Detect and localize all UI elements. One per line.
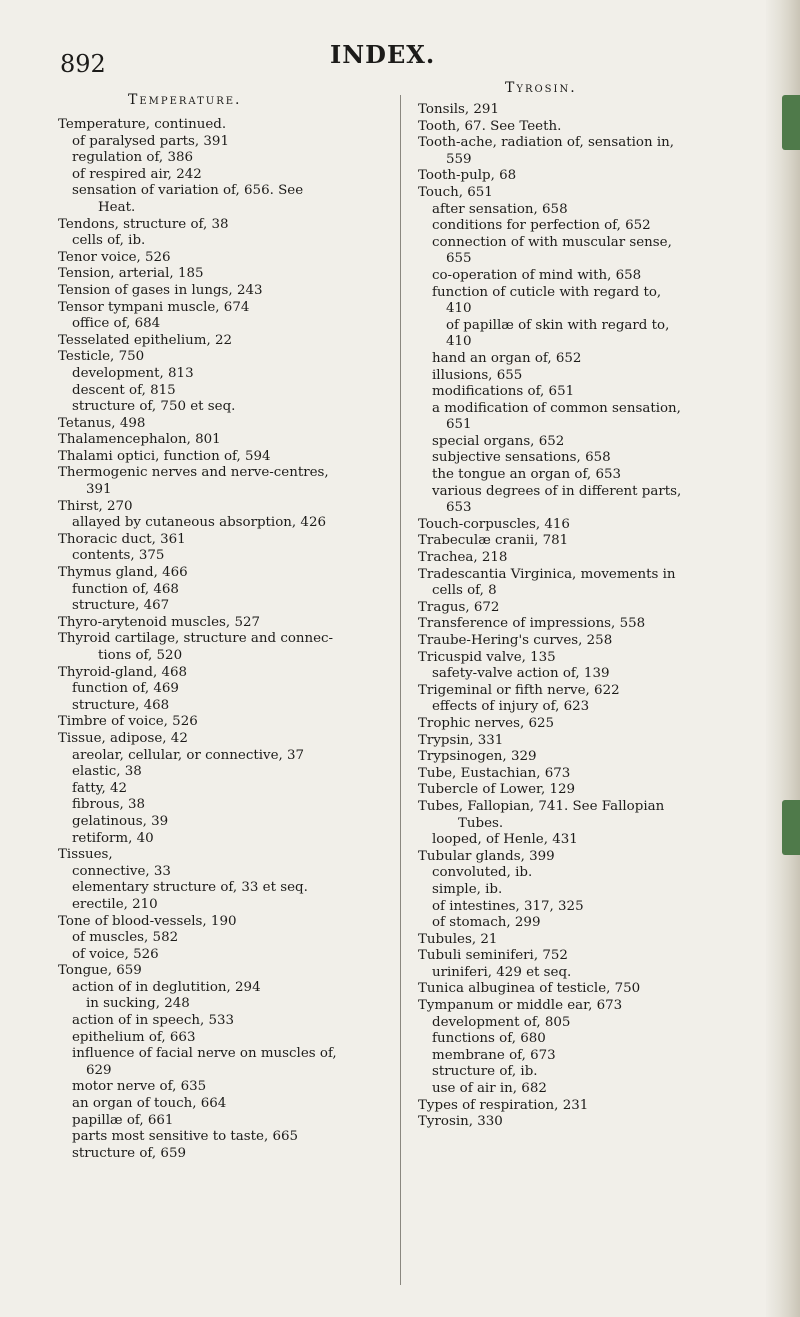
index-entry: action of in deglutition, 294 — [72, 979, 261, 995]
index-entry: structure, 468 — [72, 697, 170, 713]
index-entry: connective, 33 — [72, 863, 171, 879]
index-entry: Tendons, structure of, 38 — [58, 216, 229, 232]
index-entry: gelatinous, 39 — [72, 813, 169, 829]
index-entry: 410 — [446, 301, 472, 317]
index-entry: Types of respiration, 231 — [418, 1097, 589, 1113]
index-entry: an organ of touch, 664 — [72, 1096, 227, 1112]
index-entry: of papillæ of skin with regard to, — [446, 317, 670, 333]
column-divider — [400, 95, 401, 1285]
index-entry: parts most sensitive to taste, 665 — [72, 1129, 299, 1145]
index-entry: Tensor tympani muscle, 674 — [58, 299, 250, 315]
index-entry: Trachea, 218 — [418, 550, 508, 566]
index-entry: Tube, Eustachian, 673 — [418, 765, 571, 781]
index-entry: functions of, 680 — [432, 1031, 546, 1047]
index-entry: Tension of gases in lungs, 243 — [58, 282, 263, 298]
index-entry: function of, 468 — [72, 581, 179, 597]
index-entry: uriniferi, 429 et seq. — [432, 964, 572, 980]
right-column-index — [418, 102, 681, 1131]
index-entry: allayed by cutaneous absorption, 426 — [72, 515, 326, 531]
index-entry: Tissue, adipose, 42 — [58, 730, 188, 746]
index-entry: use of air in, 682 — [432, 1081, 547, 1097]
page-edge — [766, 0, 800, 1317]
index-entry: Thermogenic nerves and nerve-centres, — [58, 465, 329, 481]
index-entry: Tragus, 672 — [418, 599, 500, 615]
index-entry: Tenor voice, 526 — [58, 249, 171, 265]
left-column-heading: Temperature. — [128, 92, 242, 108]
index-entry: in sucking, 248 — [86, 996, 190, 1012]
index-entry: Tongue, 659 — [58, 963, 142, 979]
index-entry: Thyro-arytenoid muscles, 527 — [58, 614, 261, 630]
page-number: 892 — [60, 50, 106, 78]
index-entry: looped, of Henle, 431 — [432, 832, 578, 848]
index-entry: Tooth-pulp, 68 — [418, 168, 517, 184]
index-entry: descent of, 815 — [72, 382, 176, 398]
index-entry: conditions for perfection of, 652 — [432, 218, 651, 234]
index-entry: development of, 805 — [432, 1014, 571, 1030]
index-entry: tions of, 520 — [98, 648, 183, 663]
index-entry: structure of, 659 — [72, 1145, 186, 1161]
index-entry: various degrees of in different parts, — [432, 483, 682, 499]
index-entry: Thirst, 270 — [58, 498, 133, 514]
index-entry: Thymus gland, 466 — [58, 565, 188, 581]
index-entry: Tubes. — [458, 815, 504, 831]
index-entry: regulation of, 386 — [72, 150, 194, 166]
index-entry: action of in speech, 533 — [72, 1013, 235, 1029]
index-entry: Tissues, — [58, 847, 113, 863]
index-entry: Testicle, 750 — [58, 349, 145, 365]
right-column-heading: Tyrosin. — [505, 80, 577, 96]
index-entry: special organs, 652 — [432, 433, 565, 449]
index-entry: 651 — [446, 417, 472, 433]
index-entry: Tesselated epithelium, 22 — [58, 332, 233, 348]
index-entry: Trypsin, 331 — [418, 732, 504, 748]
index-entry: illusions, 655 — [432, 367, 523, 383]
index-entry: development, 813 — [72, 365, 194, 381]
index-entry: Tubes, Fallopian, 741. See Fallopian — [418, 798, 665, 814]
index-entry: elementary structure of, 33 et seq. — [72, 880, 308, 896]
index-entry: structure of, 750 et seq. — [72, 399, 236, 415]
index-entry: 653 — [446, 500, 472, 516]
index-entry: of muscles, 582 — [72, 930, 179, 946]
index-entry: Thyroid cartilage, structure and connec- — [58, 631, 334, 647]
index-entry: structure of, ib. — [432, 1064, 538, 1080]
index-entry: cells of, ib. — [72, 233, 146, 249]
index-entry: Tricuspid valve, 135 — [418, 649, 556, 665]
index-entry: sensation of variation of, 656. See — [72, 183, 304, 199]
index-entry: erectile, 210 — [72, 896, 158, 912]
index-entry: Tubular glands, 399 — [418, 848, 555, 864]
index-entry: Tubercle of Lower, 129 — [418, 782, 576, 798]
index-entry: Traube-Hering's curves, 258 — [418, 633, 613, 648]
index-entry: Tetanus, 498 — [58, 415, 146, 431]
index-entry: function of cuticle with regard to, — [432, 284, 662, 300]
index-entry: Touch-corpuscles, 416 — [418, 516, 570, 532]
index-entry: of respired air, 242 — [72, 166, 202, 182]
index-entry: Tradescantia Virginica, movements in — [418, 566, 676, 582]
index-entry: Temperature, continued. — [58, 117, 227, 132]
edge-tab-upper — [782, 95, 800, 150]
index-entry: Trigeminal or fifth nerve, 622 — [418, 682, 620, 698]
index-entry: Transference of impressions, 558 — [418, 616, 646, 632]
index-entry: Trabeculæ cranii, 781 — [418, 533, 569, 549]
index-entry: co-operation of mind with, 658 — [432, 267, 642, 283]
index-entry: Timbre of voice, 526 — [58, 714, 198, 730]
index-entry: Tooth, 67. See Teeth. — [418, 118, 562, 134]
index-entry: modifications of, 651 — [432, 384, 575, 400]
index-entry: office of, 684 — [72, 316, 161, 332]
index-entry: Thalamencephalon, 801 — [58, 432, 221, 448]
index-entry: Tooth-ache, radiation of, sensation in, — [418, 135, 675, 151]
index-entry: Trophic nerves, 625 — [418, 715, 555, 731]
index-entry: Tympanum or middle ear, 673 — [418, 998, 623, 1014]
index-entry: Tubules, 21 — [418, 931, 498, 947]
index-entry: areolar, cellular, or connective, 37 — [72, 747, 305, 763]
index-entry: Tension, arterial, 185 — [58, 266, 204, 282]
index-entry: membrane of, 673 — [432, 1047, 556, 1063]
index-entry: 629 — [86, 1062, 112, 1078]
index-entry: 655 — [446, 251, 472, 267]
index-entry: 559 — [446, 151, 472, 167]
index-entry: of stomach, 299 — [432, 915, 541, 931]
index-entry: Heat. — [98, 199, 136, 215]
index-entry: cells of, 8 — [432, 583, 497, 599]
index-entry: simple, ib. — [432, 881, 503, 897]
index-entry: hand an organ of, 652 — [432, 350, 582, 366]
index-entry: Tone of blood-vessels, 190 — [58, 913, 237, 929]
index-entry: Tubuli seminiferi, 752 — [418, 948, 568, 964]
index-entry: Thoracic duct, 361 — [58, 531, 186, 547]
index-entry: papillæ of, 661 — [72, 1112, 174, 1128]
index-entry: fatty, 42 — [72, 780, 128, 796]
index-entry: epithelium of, 663 — [72, 1029, 196, 1045]
index-entry: Touch, 651 — [418, 184, 493, 200]
index-entry: after sensation, 658 — [432, 201, 568, 217]
index-entry: 391 — [86, 482, 112, 498]
index-entry: motor nerve of, 635 — [72, 1079, 207, 1095]
index-entry: Tunica albuginea of testicle, 750 — [418, 981, 641, 997]
index-entry: Thyroid-gland, 468 — [58, 664, 188, 680]
index-entry: of voice, 526 — [72, 946, 159, 962]
index-entry: convoluted, ib. — [432, 865, 533, 881]
edge-tab-lower — [782, 800, 800, 855]
index-entry: influence of facial nerve on muscles of, — [72, 1046, 337, 1062]
index-entry: of paralysed parts, 391 — [72, 133, 229, 149]
index-entry: 410 — [446, 334, 472, 350]
index-entry: contents, 375 — [72, 548, 165, 564]
left-column-index — [58, 117, 337, 1162]
index-entry: Thalami optici, function of, 594 — [58, 448, 271, 464]
index-entry: Trypsinogen, 329 — [418, 749, 537, 765]
index-entry: retiform, 40 — [72, 830, 154, 846]
index-entry: subjective sensations, 658 — [432, 450, 611, 466]
index-entry: a modification of common sensation, — [432, 400, 681, 416]
running-head: INDEX. — [330, 40, 436, 69]
index-entry: of intestines, 317, 325 — [432, 898, 584, 914]
index-entry: fibrous, 38 — [72, 797, 146, 813]
index-entry: elastic, 38 — [72, 764, 142, 780]
index-entry: structure, 467 — [72, 598, 170, 614]
index-entry: function of, 469 — [72, 681, 179, 697]
index-entry: effects of injury of, 623 — [432, 699, 590, 715]
index-entry: connection of with muscular sense, — [432, 234, 672, 250]
index-entry: the tongue an organ of, 653 — [432, 467, 622, 483]
index-entry: Tyrosin, 330 — [418, 1114, 503, 1130]
index-entry: Tonsils, 291 — [418, 102, 499, 117]
index-entry: safety-valve action of, 139 — [432, 666, 610, 682]
